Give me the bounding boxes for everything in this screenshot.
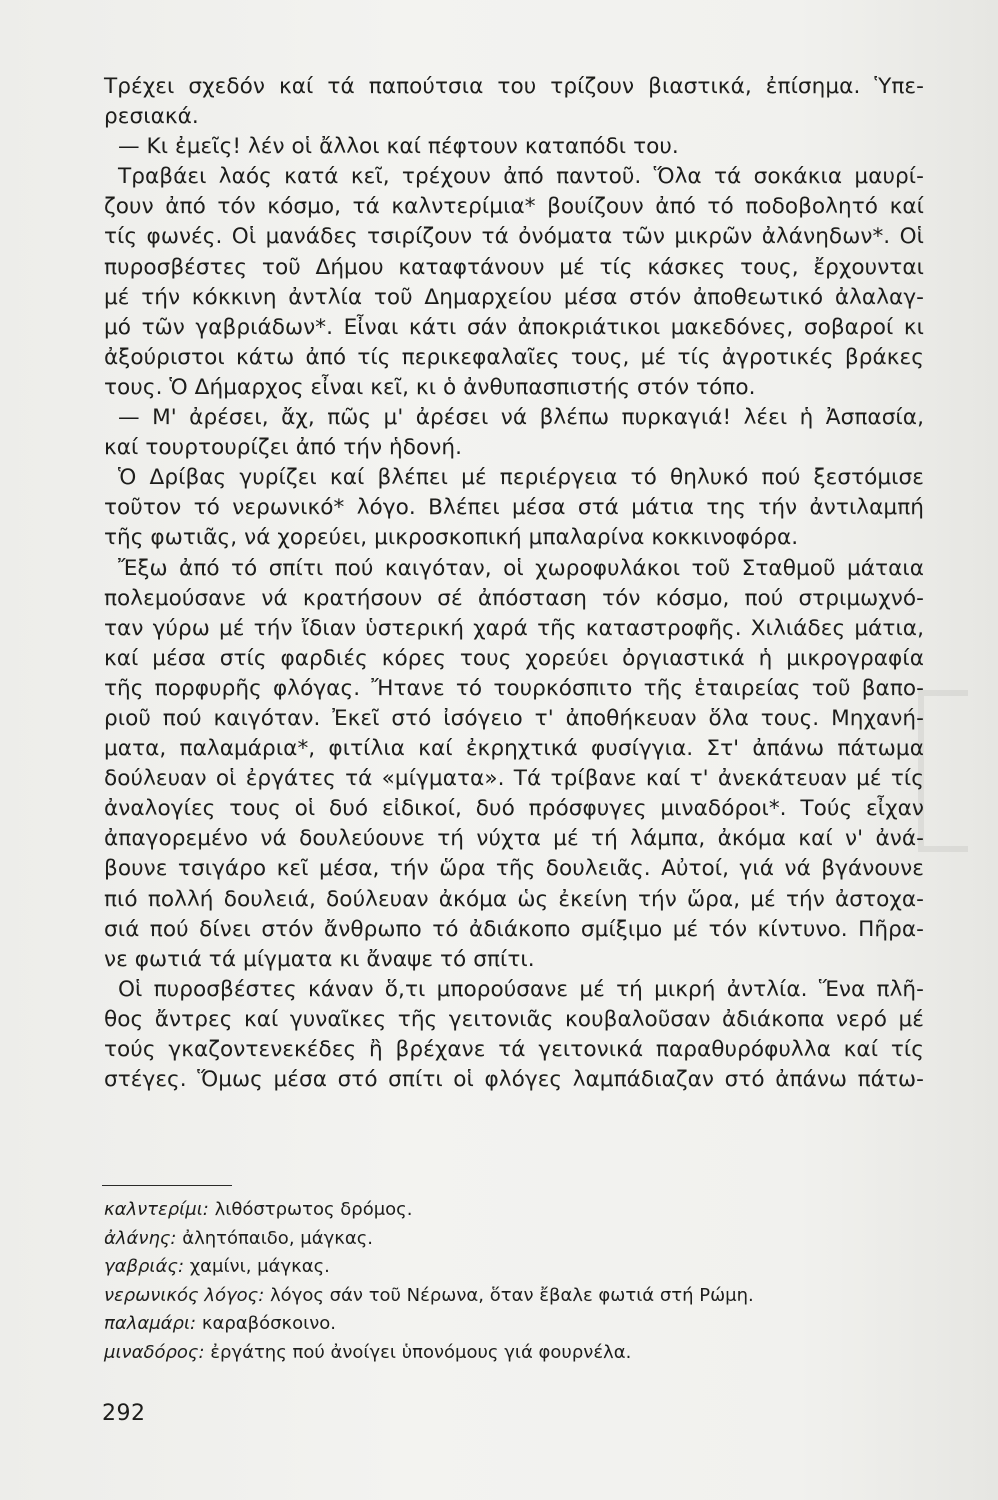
footnote (104, 1282, 804, 1311)
text-line: καί τουρτουρίζει ἀπό τήν ἡδονή. (104, 435, 463, 461)
bleed-through-mark (918, 690, 968, 852)
footnote-definition: καραβόσκοινο. (201, 1313, 337, 1334)
text-line: Ὁ Δρίβας γυρίζει καί βλέπει μέ περιέργεια τό θηλυκό πού ξεστόμισε (118, 465, 924, 491)
footnote-term: νερωνικός λόγος: (104, 1284, 265, 1306)
text-line: ρεσιακά. (104, 104, 199, 130)
text-line: πιό πολλή δουλειά, δούλευαν ἀκόμα ὡς ἐκείνη τήν ὥρα, μέ τήν ἀστοχα- (104, 886, 924, 912)
text-line: — Μ' ἀρέσει, ἄχ, πῶς μ' ἀρέσει νά βλέπω πυρκαγιά! λέει ἡ Ἀσπασία, (118, 405, 924, 431)
text-line: τούς γκαζοντενεκέδες ἢ βρέχανε τά γειτονικά παραθυρόφυλλα καί τίς (104, 1037, 924, 1062)
text-line: πυροσβέστες τοῦ Δήμου καταφτάνουν μέ τίς κάσκες τους, ἔρχουνται (104, 254, 924, 280)
text-line: τῆς φωτιᾶς, νά χορεύει, μικροσκοπική μπαλαρίνα κοκκινοφόρα. (104, 525, 799, 551)
text-line: μό τῶν γαβριάδων*. Εἶναι κάτι σάν ἀποκριάτικοι μακεδόνες, σοβαροί κι (104, 314, 924, 340)
text-line: Οἱ πυροσβέστες κάναν ὅ,τι μπορούσανε μέ τή μικρή ἀντλία. Ἕνα πλῆ- (118, 976, 924, 1002)
text-line: νε φωτιά τά μίγματα κι ἄναψε τό σπίτι. (104, 946, 535, 972)
text-line: — Κι ἐμεῖς! λέν οἱ ἄλλοι καί πέφτουν καταπόδι του. (118, 134, 679, 160)
footnote-separator (102, 1185, 232, 1186)
text-line: Τρέχει σχεδόν καί τά παπούτσια του τρίζουν βιαστικά, ἐπίσημα. Ὑπε- (104, 74, 924, 99)
footnote-definition: ἐργάτης πού ἀνοίγει ὑπονόμους γιά φουρνέλα. (210, 1341, 632, 1363)
text-line: Τραβάει λαός κατά κεῖ, τρέχουν ἀπό παντοῦ. Ὅλα τά σοκάκια μαυρί- (118, 164, 924, 190)
text-line: ταν γύρω μέ τήν ἴδιαν ὑστερική χαρά τῆς καταστροφῆς. Χιλιάδες μάτια, (104, 615, 924, 641)
footnote-definition: ἀλητόπαιδο, μάγκας. (182, 1227, 373, 1249)
footnote (104, 1225, 804, 1254)
text-line: μέ τήν κόκκινη ἀντλία τοῦ Δημαρχείου μέσα στόν ἀποθεωτικό ἀλαλαγ- (104, 284, 924, 310)
page-number: 292 (102, 1401, 146, 1426)
text-line: τοῦτον τό νερωνικό* λόγο. Βλέπει μέσα στά μάτια της τήν ἀντιλαμπή (104, 495, 924, 521)
footnote-term: γαβριάς: (104, 1256, 185, 1277)
text-line: ριοῦ πού καιγόταν. Ἐκεῖ στό ἰσόγειο τ' ἀποθήκευαν ὅλα τους. Μηχανή- (104, 705, 924, 731)
text-line: Ἔξω ἀπό τό σπίτι πού καιγόταν, οἱ χωροφυλάκοι τοῦ Σταθμοῦ μάταια (118, 555, 924, 581)
text-line: τους. Ὁ Δήμαρχος εἶναι κεῖ, κι ὁ ἀνθυπασπιστής στόν τόπο. (104, 374, 756, 400)
footnote-term: ἀλάνης: (104, 1227, 177, 1249)
text-line: δούλευαν οἱ ἐργάτες τά «μίγματα». Τά τρίβανε καί τ' ἀνεκάτευαν μέ τίς (104, 766, 924, 792)
footnote-definition: λιθόστρωτος δρόμος. (214, 1199, 413, 1220)
text-line: στέγες. Ὅμως μέσα στό σπίτι οἱ φλόγες λαμπάδιαζαν στό ἀπάνω πάτω- (104, 1067, 924, 1093)
footnotes (104, 1196, 804, 1367)
body-text (104, 72, 924, 1095)
text-line: τίς φωνές. Οἱ μανάδες τσιρίζουν τά ὀνόματα τῶν μικρῶν ἀλάνηδων*. Οἱ (104, 224, 924, 250)
text-line: ἀναλογίες τους οἱ δυό εἰδικοί, δυό πρόσφυγες μιναδόροι*. Τούς εἶχαν (104, 796, 924, 822)
footnote-term: παλαμάρι: (104, 1313, 197, 1334)
text-line: ζουν ἀπό τόν κόσμο, τά καλντερίμια* βουίζουν ἀπό τό ποδοβολητό καί (104, 194, 924, 220)
text-line: τῆς πορφυρῆς φλόγας. Ἤτανε τό τουρκόσπιτο τῆς ἑταιρείας τοῦ βαπο- (104, 675, 924, 701)
footnote-definition: λόγος σάν τοῦ Νέρωνα, ὅταν ἔβαλε φωτιά στή Ρώμη. (270, 1284, 754, 1306)
text-line: καί μέσα στίς φαρδιές κόρες τους χορεύει ὀργιαστικά ἡ μικρογραφία (104, 645, 924, 671)
footnote (104, 1310, 804, 1339)
footnote (104, 1196, 804, 1225)
footnote-term: καλντερίμι: (104, 1199, 209, 1220)
footnote-term: μιναδόρος: (104, 1341, 205, 1363)
text-line: πολεμούσανε νά κρατήσουν σέ ἀπόσταση τόν κόσμο, πού στριμωχνό- (104, 585, 924, 611)
text-line: βουνε τσιγάρο κεῖ μέσα, τήν ὥρα τῆς δουλειᾶς. Αὐτοί, γιά νά βγάνουνε (104, 856, 924, 882)
text-line: ἀξούριστοι κάτω ἀπό τίς περικεφαλαῖες τους, μέ τίς ἀγροτικές βράκες (104, 344, 924, 370)
text-line: ματα, παλαμάρια*, φιτίλια καί ἐκρηχτικά φυσίγγια. Στ' ἀπάνω πάτωμα (104, 736, 924, 762)
text-line: σιά πού δίνει στόν ἄνθρωπο τό ἀδιάκοπο σμίξιμο μέ τόν κίντυνο. Πῆρα- (104, 916, 924, 942)
footnote-definition: χαμίνι, μάγκας. (189, 1256, 330, 1277)
footnote (104, 1339, 804, 1368)
text-line: ἀπαγορεμένο νά δουλεύουνε τή νύχτα μέ τή λάμπα, ἀκόμα καί ν' ἀνά- (104, 826, 924, 852)
text-line: θος ἄντρες καί γυναῖκες τῆς γειτονιᾶς κουβαλοῦσαν ἀδιάκοπα νερό μέ (104, 1006, 924, 1032)
footnote (104, 1253, 804, 1282)
